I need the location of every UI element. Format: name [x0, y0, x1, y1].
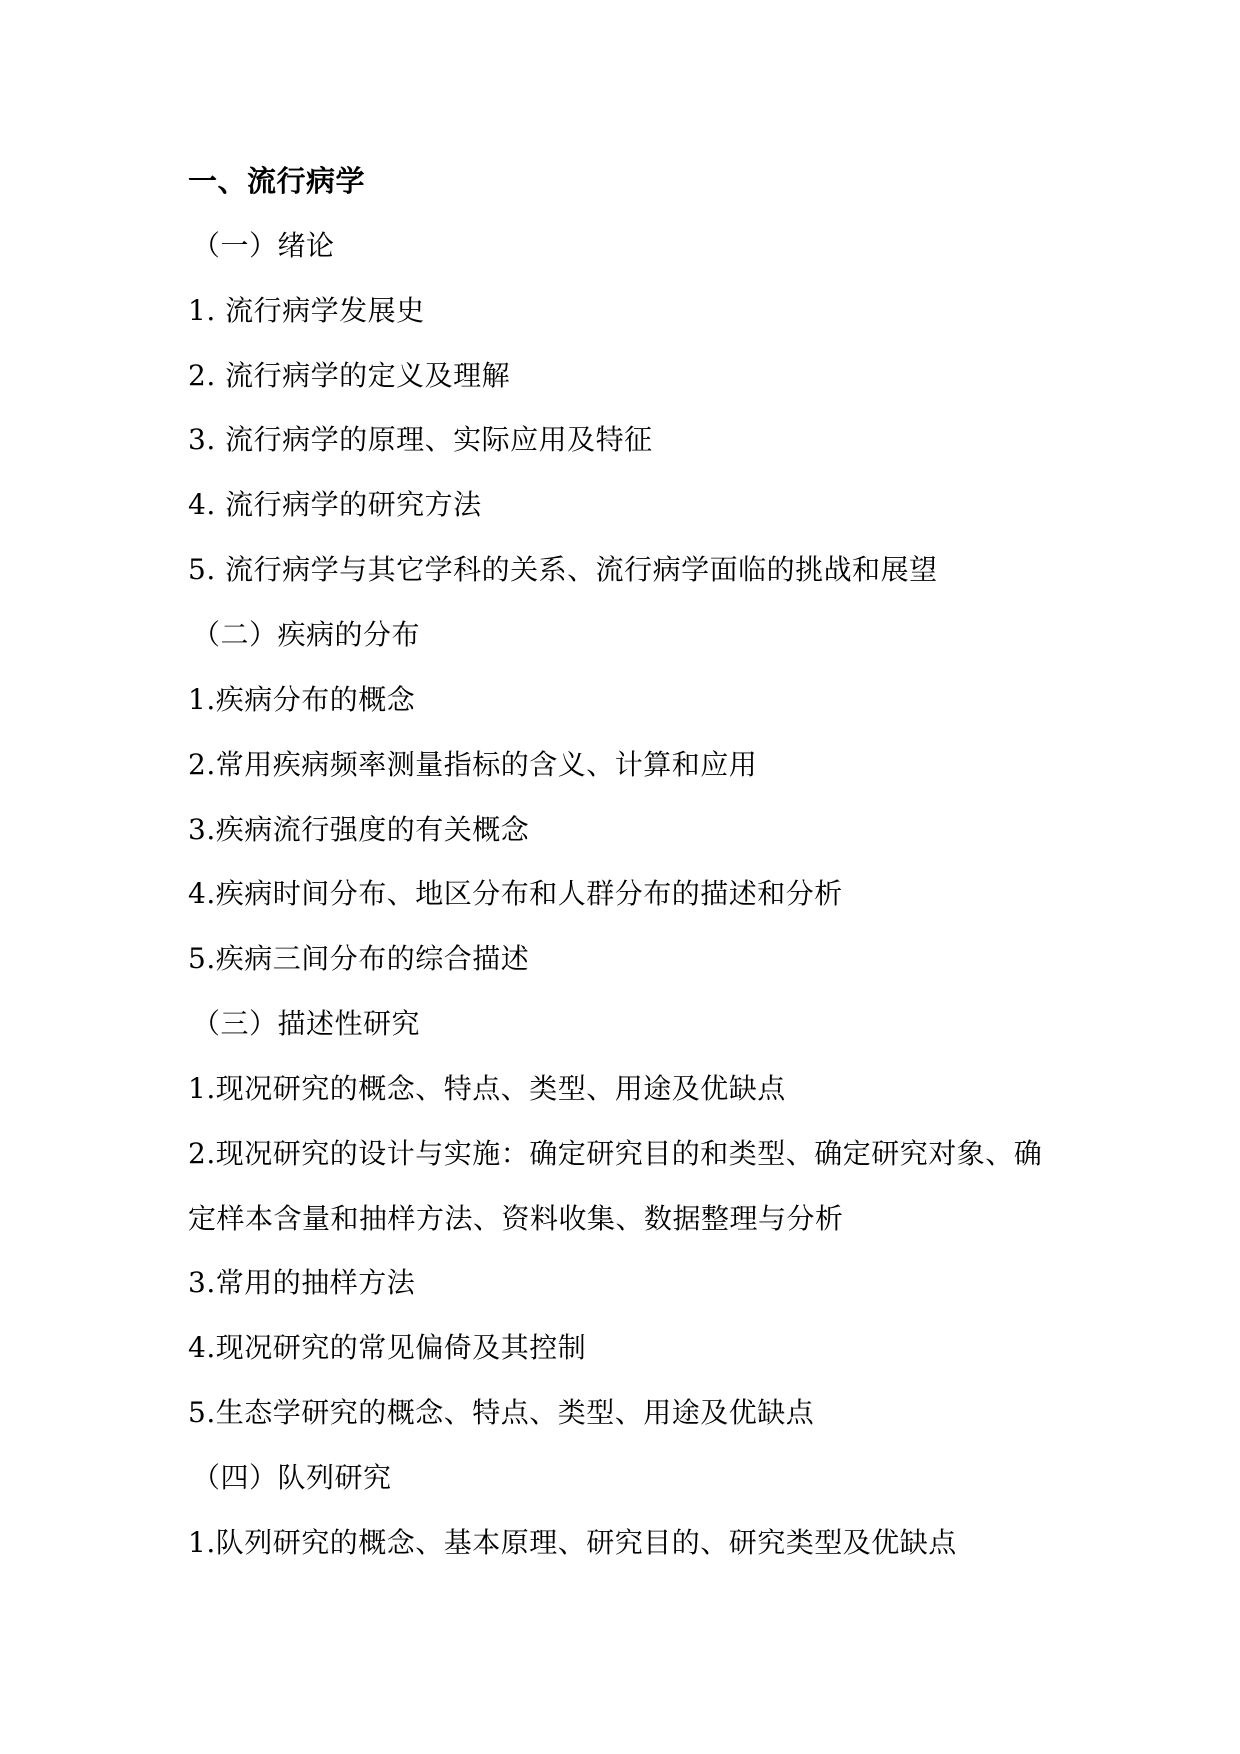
list-item: 1. 流行病学发展史: [188, 294, 425, 327]
list-item: 5.疾病三间分布的综合描述: [188, 942, 530, 975]
chapter-heading-intro: （一）绪论: [192, 229, 335, 262]
list-item: 1.队列研究的概念、基本原理、研究目的、研究类型及优缺点: [188, 1526, 957, 1559]
list-item: 3.常用的抽样方法: [188, 1266, 416, 1299]
list-item-continuation: 定样本含量和抽样方法、资料收集、数据整理与分析: [188, 1202, 844, 1235]
list-item: 3.疾病流行强度的有关概念: [188, 813, 530, 846]
list-item: 2.现况研究的设计与实施：确定研究目的和类型、确定研究对象、确: [188, 1137, 1043, 1170]
chapter-heading-distribution: （二）疾病的分布: [192, 618, 421, 651]
list-item: 5. 流行病学与其它学科的关系、流行病学面临的挑战和展望: [188, 553, 938, 586]
list-item: 4.疾病时间分布、地区分布和人群分布的描述和分析: [188, 877, 843, 910]
list-item: 4. 流行病学的研究方法: [188, 488, 482, 521]
list-item: 2.常用疾病频率测量指标的含义、计算和应用: [188, 748, 758, 781]
list-item: 3. 流行病学的原理、实际应用及特征: [188, 423, 653, 456]
chapter-heading-cohort: （四）队列研究: [192, 1461, 392, 1494]
list-item: 5.生态学研究的概念、特点、类型、用途及优缺点: [188, 1396, 815, 1429]
list-item: 4.现况研究的常见偏倚及其控制: [188, 1331, 587, 1364]
section-title: 一、流行病学: [188, 164, 366, 198]
list-item: 1.现况研究的概念、特点、类型、用途及优缺点: [188, 1072, 786, 1105]
chapter-heading-descriptive: （三）描述性研究: [192, 1007, 421, 1040]
list-item: 2. 流行病学的定义及理解: [188, 359, 511, 392]
list-item: 1.疾病分布的概念: [188, 683, 416, 716]
